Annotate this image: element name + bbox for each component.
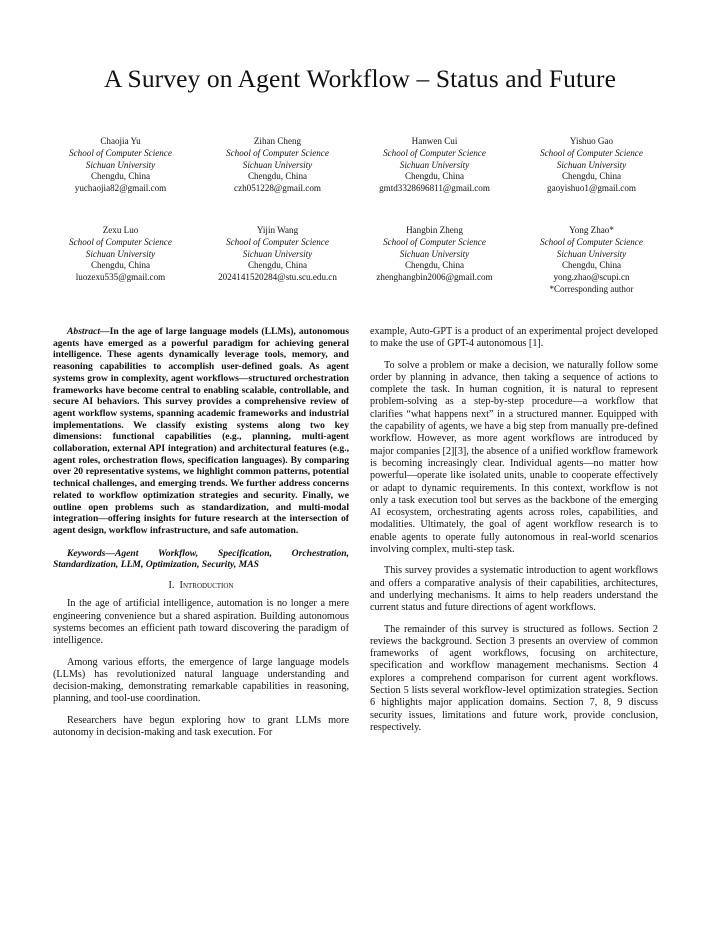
corresponding-author-note: *Corresponding author [549, 283, 634, 294]
body-paragraph: To solve a problem or make a decision, we naturally follow some order by planning in advance, then taking a sequence of actions to complete the task. In human cognition, it is natural to represent problem-solving as a step-by-step procedure—a workflow that clarifies “what happens next” in a structured manner. Equipped with the capability of agents, we have a big step from manually pre-defined workflow. However, as more agent workflows are introduced by major companies [2][3], the absence of a unified workflow framework is becoming increasingly clear. Individual agents—no matter how powerful—operate like isolated units, unable to cooperate effectively or adapt to dynamic requirements. In this context, workflow is not only a task execution tool but serves as the backbone of the emerging AI ecosystem, orchestrating agents across roles, capabilities, and modalities. Ultimately, the goal of agent workflow research is to enable agents to operate fully autonomous in real-world scenarios involving complex, multi-step task. [370, 359, 658, 556]
author-row-1 [42, 136, 682, 195]
author-department: School of Computer Science [69, 147, 172, 158]
author-block [199, 225, 356, 296]
body-paragraph: In the age of artificial intelligence, automation is no longer a mere engineering convenience but a shared aspiration. Building autonomous systems becomes an efficient path toward discovering the paradigm of intelligence. [53, 598, 349, 647]
body-paragraph: This survey provides a systematic introduction to agent workflows and offers a comparative analysis of their capabilities, architectures, and underlying mechanisms. It aims to help readers understand the current status and future directions of agent workflows. [370, 565, 658, 614]
author-location: Chengdu, China [404, 260, 465, 271]
section-heading-introduction [53, 580, 349, 592]
author-email: yong.zhao@scupi.cn [553, 272, 630, 283]
author-email: zhenghangbin2006@gmail.com [376, 272, 493, 283]
section-title: Introduction [179, 580, 234, 592]
author-name: Yijin Wang [256, 225, 299, 235]
author-block [199, 136, 356, 195]
author-department: School of Computer Science [383, 147, 486, 158]
author-university: Sichuan University [399, 248, 470, 259]
author-location: Chengdu, China [247, 171, 308, 182]
author-location: Chengdu, China [90, 171, 151, 182]
paper-title: A Survey on Agent Workflow – Status and Future [103, 64, 617, 93]
author-university: Sichuan University [399, 159, 470, 170]
abstract-text: In the age of large language models (LLMs), autonomous agents have emerged as a powerful paradigm for achieving general intelligence. These agents dynamically leverage tools, memory, and reasoning capabilities to accomplish user-defined goals. As agent systems grow in complexity, agent workflows—structured orchestration frameworks have become central to enabling scalable, controllable, and secure AI behaviors. This survey provides a comprehensive review of agent workflow systems, spanning academic frameworks and industrial implementations. We classify existing systems along two key dimensions: functional capabilities (e.g., planning, multi-agent collaboration, external API integration) and architectural features (e.g., agent roles, orchestration flows, specification languages). By comparing over 20 representative systems, we highlight common patterns, potential technical challenges, and emerging trends. We further address concerns related to workflow optimization strategies and security. Finally, we outline open problems such as standardization, and multi-modal integration—offering insights for future research at the intersection of agent design, workflow infrastructure, and safe automation. [53, 326, 349, 536]
body-paragraph: Among various efforts, the emergence of large language models (LLMs) has revolutionized natural language understanding and decision-making, demonstrating remarkable capabilities in reasoning, planning, and tool-use coordination. [53, 656, 349, 705]
author-name: Zihan Cheng [253, 136, 302, 146]
author-university: Sichuan University [556, 248, 627, 259]
author-block [42, 136, 199, 195]
body-paragraph: Researchers have begun exploring how to grant LLMs more autonomy in decision-making and task execution. For [53, 714, 349, 739]
author-name: Chaojia Yu [100, 136, 141, 146]
author-name: Hanwen Cui [411, 136, 458, 146]
author-name: Zexu Luo [102, 225, 139, 235]
author-university: Sichuan University [556, 159, 627, 170]
author-location: Chengdu, China [247, 260, 308, 271]
author-block [42, 225, 199, 296]
right-column [370, 326, 658, 743]
author-email: czh051228@gmail.com [234, 183, 321, 194]
author-email: 2024141520284@stu.scu.edu.cn [218, 272, 337, 283]
author-email: luozexu535@gmail.com [75, 272, 166, 283]
author-location: Chengdu, China [90, 260, 151, 271]
author-department: School of Computer Science [383, 236, 486, 247]
author-department: School of Computer Science [226, 147, 329, 158]
author-department: School of Computer Science [540, 236, 643, 247]
author-department: School of Computer Science [69, 236, 172, 247]
body-paragraph: example, Auto-GPT is a product of an experimental project developed to make the use of GPT-4 autonomous [1]. [370, 326, 658, 350]
left-column [53, 326, 349, 748]
keywords: Keywords—Agent Workflow, Specification, Orchestration, Standardization, LLM, Optimization, Security, MAS [53, 547, 349, 571]
author-email: gmtd3328696811@gmail.com [379, 183, 490, 194]
author-university: Sichuan University [85, 159, 156, 170]
section-number: I. [168, 580, 175, 592]
author-block [356, 136, 513, 195]
author-name: Yong Zhao* [569, 225, 614, 235]
author-university: Sichuan University [242, 248, 313, 259]
author-block [513, 136, 670, 195]
author-university: Sichuan University [242, 159, 313, 170]
author-department: School of Computer Science [540, 147, 643, 158]
abstract [53, 326, 349, 537]
author-location: Chengdu, China [561, 260, 622, 271]
author-name: Yishuo Gao [569, 136, 614, 146]
author-location: Chengdu, China [404, 171, 465, 182]
author-block [356, 225, 513, 296]
abstract-label: Abstract— [67, 326, 110, 337]
author-row-2 [42, 225, 682, 296]
author-email: yuchaojia82@gmail.com [74, 183, 167, 194]
author-name: Hangbin Zheng [406, 225, 463, 235]
author-block [513, 225, 670, 296]
author-location: Chengdu, China [561, 171, 622, 182]
author-department: School of Computer Science [226, 236, 329, 247]
author-email: gaoyishuo1@gmail.com [547, 183, 636, 194]
author-university: Sichuan University [85, 248, 156, 259]
body-paragraph: The remainder of this survey is structured as follows. Section 2 reviews the background. Section 3 presents an overview of common frameworks of agent workflows, focusing on architecture, specification and workflow management mechanisms. Section 4 explores a comprehend comparison for current agent workflows. Section 5 lists several workflow-level optimization strategies. Section 6 highlights major application domains. Section 7, 8, 9 discuss security issues, limitations and future work, provide conclusion, respectively. [370, 623, 658, 733]
